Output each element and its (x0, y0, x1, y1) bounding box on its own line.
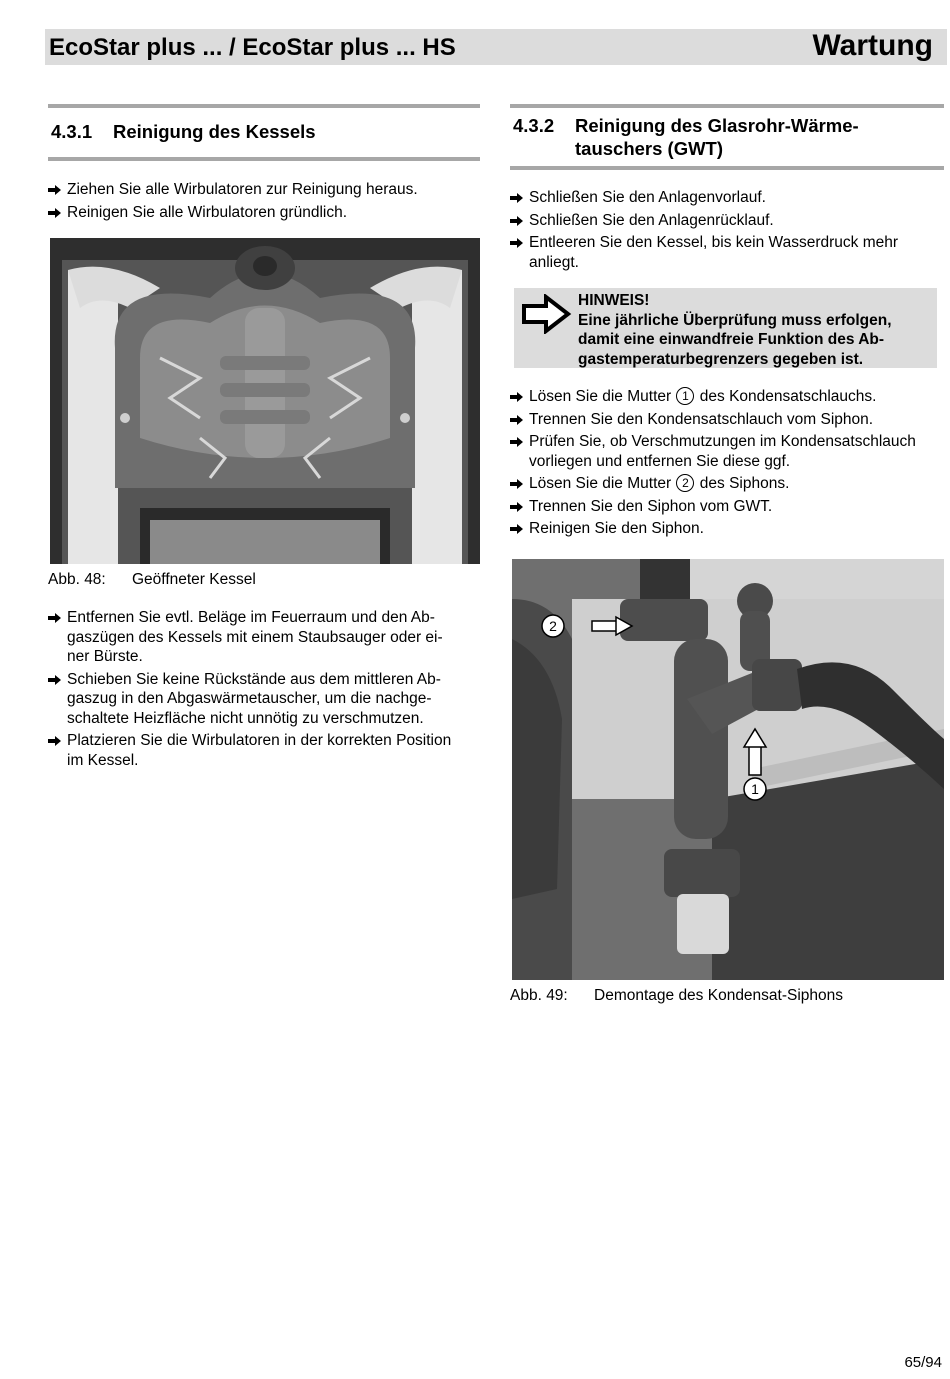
list-item (510, 188, 944, 208)
step-text-part: Trennen Sie den Kondensatschlauch vom Siphon. (529, 410, 874, 428)
step-text (529, 411, 873, 428)
section-title: Reinigung des Glasrohr-Wärme- tauschers (GWT) (575, 115, 859, 159)
note-label: HINWEIS! (578, 292, 650, 309)
section-heading-4-3-2 (510, 104, 944, 170)
arrow-right-icon (510, 479, 524, 489)
step-text-part: des Kondensatschlauchs. (699, 388, 877, 405)
figure-number: Abb. 48: (48, 571, 106, 588)
arrow-right-icon (510, 238, 524, 248)
section-title: Reinigung des Kessels (113, 121, 316, 142)
figure-number: Abb. 49: (510, 987, 568, 1004)
arrow-right-icon (510, 392, 524, 402)
note-text: Eine jährliche Überprüfung muss erfolgen, damit eine einwandfreie Funktion des Ab- gastemperaturbegrenzers gegeben ist. (578, 311, 892, 368)
list-item (48, 608, 480, 667)
boiler-photo (50, 238, 480, 564)
arrow-right-icon (510, 193, 524, 203)
siphon-photo (512, 559, 944, 980)
arrow-right-icon (48, 675, 62, 685)
arrow-right-icon (48, 736, 62, 746)
arrow-right-icon (510, 502, 524, 512)
step-text (529, 520, 704, 537)
figure-opened-boiler (50, 238, 480, 564)
right-column (510, 104, 944, 275)
list-item (48, 203, 480, 223)
list-item (48, 670, 480, 729)
step-text: Schließen Sie den Anlagenvorlauf. (529, 189, 766, 206)
step-list (48, 180, 480, 222)
section-number: 4.3.2 (513, 115, 555, 136)
arrow-right-icon (48, 208, 62, 218)
step-list (48, 608, 480, 773)
step-text (529, 388, 876, 405)
step-text: Entfernen Sie evtl. Beläge im Feuerraum und den Ab- gaszügen des Kessels mit einem Staubsauger oder ei- ner Bürste. (67, 609, 443, 665)
section-heading-4-3-1 (48, 104, 480, 161)
figure-siphon-removal (512, 559, 944, 980)
page-number: 65/94 (904, 1354, 942, 1371)
callout-1: 1 (751, 781, 759, 797)
step-text-part: des Siphons. (699, 475, 790, 492)
figure-49-caption (510, 986, 843, 1005)
arrow-right-icon (48, 185, 62, 195)
step-text-part: Trennen Sie den Siphon vom GWT. (529, 497, 773, 515)
left-column (48, 104, 480, 225)
list-item (510, 432, 944, 471)
list-item (510, 211, 944, 231)
callout-2: 2 (549, 618, 557, 634)
step-list (510, 188, 944, 272)
list-item (510, 474, 944, 494)
step-text: Platzieren Sie die Wirbulatoren in der korrekten Position im Kessel. (67, 732, 452, 769)
section-rule-bottom (510, 166, 944, 170)
step-text (529, 475, 789, 492)
list-item (510, 497, 944, 517)
chapter-title: Wartung (812, 29, 933, 62)
step-text (529, 433, 916, 470)
step-text-part: Reinigen Sie den Siphon. (529, 520, 704, 537)
arrow-right-icon (520, 294, 572, 334)
step-text (529, 498, 772, 515)
step-text: Entleeren Sie den Kessel, bis kein Wasserdruck mehr anliegt. (529, 234, 899, 271)
list-item (510, 387, 944, 407)
arrow-right-icon (510, 415, 524, 425)
page-header (45, 29, 947, 65)
figure-caption-text: Geöffneter Kessel (132, 571, 256, 588)
arrow-right-icon (48, 613, 62, 623)
arrow-right-icon (510, 216, 524, 226)
step-text: Schließen Sie den Anlagenrücklauf. (529, 211, 774, 229)
step-text-part: Lösen Sie die Mutter (529, 388, 672, 405)
section-number: 4.3.1 (51, 121, 93, 142)
section-rule-bottom (48, 157, 480, 161)
list-item (48, 180, 480, 200)
list-item (510, 519, 944, 539)
step-list (510, 387, 944, 542)
step-text-part: Lösen Sie die Mutter (529, 475, 672, 492)
step-text: Ziehen Sie alle Wirbulatoren zur Reinigung heraus. (67, 181, 418, 198)
callout-marker: 2 (676, 474, 694, 492)
step-text: Reinigen Sie alle Wirbulatoren gründlich. (67, 203, 348, 221)
step-text-part: Prüfen Sie, ob Verschmutzungen im Kondensatschlauch vorliegen und entfernen Sie diese ggf. (529, 433, 916, 470)
figure-caption-text: Demontage des Kondensat-Siphons (594, 987, 844, 1004)
note-box (514, 288, 937, 368)
arrow-right-icon (510, 437, 524, 447)
list-item (510, 410, 944, 430)
list-item (48, 731, 480, 770)
step-text: Schieben Sie keine Rückstände aus dem mittleren Ab- gaszug in den Abgaswärmetauscher, um die nachge- schaltete Heizfläche nicht unnötig zu verschmutzen. (67, 670, 441, 727)
list-item (510, 233, 944, 272)
arrow-right-icon (510, 524, 524, 534)
callout-marker: 1 (676, 387, 694, 405)
figure-48-caption (48, 570, 256, 589)
product-title: EcoStar plus ... / EcoStar plus ... HS (49, 34, 456, 61)
